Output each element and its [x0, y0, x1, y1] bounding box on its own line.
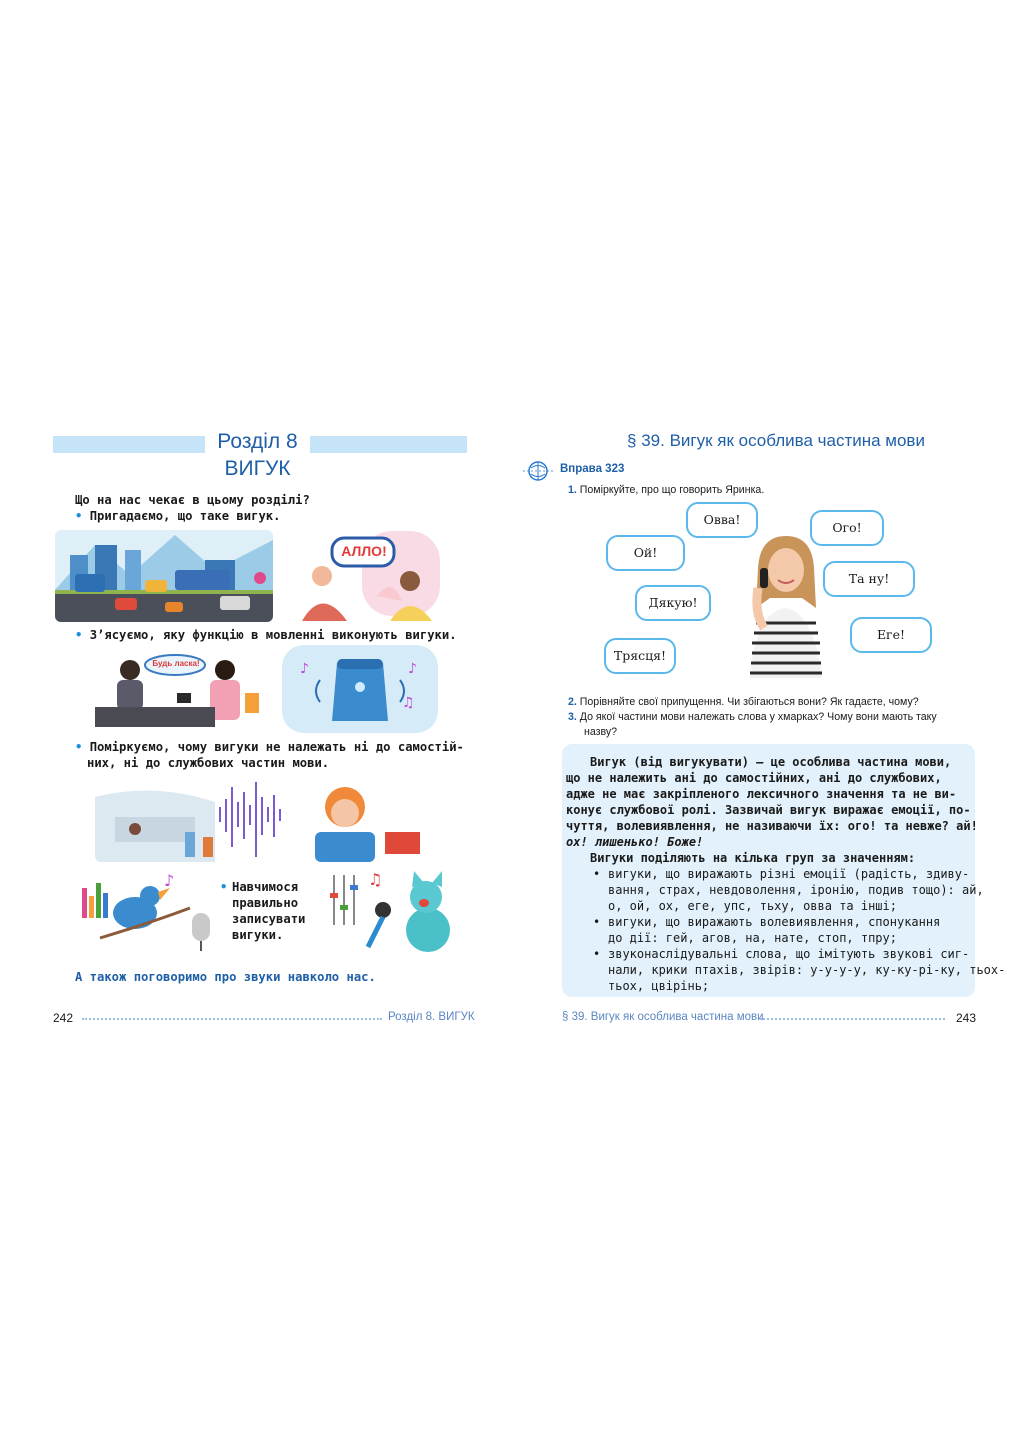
task-3-num: 3.: [568, 711, 577, 723]
section-title: § 39. Вигук як особлива частина мови: [627, 431, 925, 450]
page-number-right: 243: [956, 1011, 977, 1025]
group-3-line-2: нали, крики птахів, звірів: у-у-у-у, ку-ку-рі-ку, тьох-: [608, 963, 1006, 977]
bullet-dot: •: [75, 628, 90, 642]
group-1-line-2: вання, страх, невдоволення, іронію, подив тощо): ай,: [608, 883, 984, 897]
bullet-2-text: З’ясуємо, яку функцію в мовленні виконують вигуки.: [89, 628, 457, 642]
cloud-ehe: Еге!: [850, 617, 932, 653]
bird-singing-illustration: [80, 868, 220, 953]
group-2-line-2: до дії: гей, агов, на, нате, стоп, тпру;: [608, 931, 897, 945]
chapter-title: Розділ 8: [217, 430, 298, 453]
task-2: [568, 696, 919, 708]
bullet-3-cont: них, ні до службових частин мови.: [87, 756, 330, 770]
group-2-bullet: •: [593, 915, 601, 929]
bullet-dot: •: [75, 509, 90, 523]
cloud-diakuiu: Дякую!: [635, 585, 711, 621]
theory-line-4: конує службової ролі. Зазвичай вигук виражає емоції, по-: [566, 803, 971, 817]
task-2-num: 2.: [568, 696, 577, 708]
group-1-line-3: о, ой, ох, еге, упс, тьху, овва та інші;: [608, 899, 897, 913]
shop-counter-illustration: [95, 645, 273, 733]
please-label: Будь ласка!: [152, 659, 200, 668]
cloud-oi: Ой!: [606, 535, 685, 571]
footer-label-left: Розділ 8. ВИГУК: [388, 1011, 475, 1023]
footer-dots-left: [82, 1018, 382, 1020]
cloud-ta-nu: Та ну!: [823, 561, 915, 597]
group-1-line-1: вигуки, що виражають різні емоції (радість, здиву-: [608, 867, 970, 881]
page-number-left: 242: [53, 1011, 74, 1025]
group-3-bullet: •: [593, 947, 601, 961]
theory-line-2: що не належить ані до самостійних, ані до службових,: [566, 771, 942, 785]
cat-microphone-illustration: [328, 865, 470, 957]
group-1-bullet: •: [593, 867, 601, 881]
task-3: [568, 711, 937, 723]
learn-line-2: правильно: [232, 896, 299, 910]
airport-soundwave-illustration: [95, 777, 425, 862]
theory-line-3: адже не має закріпленого лексичного значення та не ви-: [566, 787, 957, 801]
learn-line-4: вигуки.: [232, 928, 284, 942]
task-1-text: Поміркуйте, про що говорить Яринка.: [579, 484, 765, 496]
closing-line: А також поговоримо про звуки навколо нас.: [75, 970, 376, 984]
svg-text:♪: ♪: [300, 661, 309, 677]
globe-icon: [523, 459, 553, 483]
cloud-triastsia: Трясця!: [604, 638, 676, 674]
theory-line-5: чуття, волевиявлення, не називаючи їх: ого! та невже? ай!: [566, 819, 978, 833]
svg-text:♫: ♫: [368, 870, 383, 889]
smart-speaker-illustration: [282, 645, 438, 733]
group-3-line-3: тьох, цвірінь;: [608, 979, 710, 993]
chapter-bar-left: [53, 436, 205, 453]
chapter-subtitle: ВИГУК: [224, 457, 291, 480]
svg-text:♫: ♫: [402, 695, 415, 711]
group-3-line-1: звуконаслідувальні слова, що імітують звукові сиг-: [608, 947, 970, 961]
bullet-3-text: Поміркуємо, чому вигуки не належать ні до самостій-: [89, 740, 464, 754]
group-2-line-1: вигуки, що виражають волевиявлення, спонукання: [608, 915, 941, 929]
svg-text:♪: ♪: [408, 661, 417, 677]
task-1: [568, 484, 764, 496]
intro-question: Що на нас чекає в цьому розділі?: [75, 493, 310, 507]
task-2-text: Порівняйте свої припущення. Чи збігаються вони? Як гадаєте, чому?: [579, 696, 919, 708]
exercise-label: Вправа 323: [560, 463, 625, 475]
theory-line-1: Вигук (від вигукувати) — це особлива частина мови,: [590, 755, 952, 769]
learn-line-3: записувати: [232, 912, 306, 926]
learn-line-1: Навчимося: [232, 880, 299, 894]
theory-line-6: ох! лишенько! Боже!: [566, 835, 704, 849]
cloud-ogo: Ого!: [810, 510, 884, 546]
city-traffic-illustration: [55, 530, 273, 622]
task-3-text: До якої частини мови належать слова у хмарках? Чому вони мають таку: [579, 711, 937, 723]
bullet-1-text: Пригадаємо, що таке вигук.: [89, 509, 281, 523]
allo-label: АЛЛО!: [341, 543, 387, 559]
bullet-2: [75, 628, 457, 642]
bullet-3: [75, 740, 464, 754]
bullet-1: [75, 509, 280, 523]
girl-on-phone-photo: [730, 528, 840, 688]
chapter-bar-right: [310, 436, 467, 453]
footer-dots-right: [760, 1018, 945, 1020]
footer-label-right: § 39. Вигук як особлива частина мови: [562, 1011, 764, 1023]
svg-text:♪: ♪: [164, 871, 175, 890]
bullet-dot: •: [220, 880, 228, 894]
task-1-num: 1.: [568, 484, 577, 496]
task-3-cont: назву?: [584, 726, 618, 738]
bullet-dot: •: [75, 740, 90, 754]
phone-call-illustration: [292, 526, 440, 621]
cloud-ovva: Овва!: [686, 502, 758, 538]
theory-groups-intro: Вигуки поділяють на кілька груп за значенням:: [590, 851, 916, 865]
